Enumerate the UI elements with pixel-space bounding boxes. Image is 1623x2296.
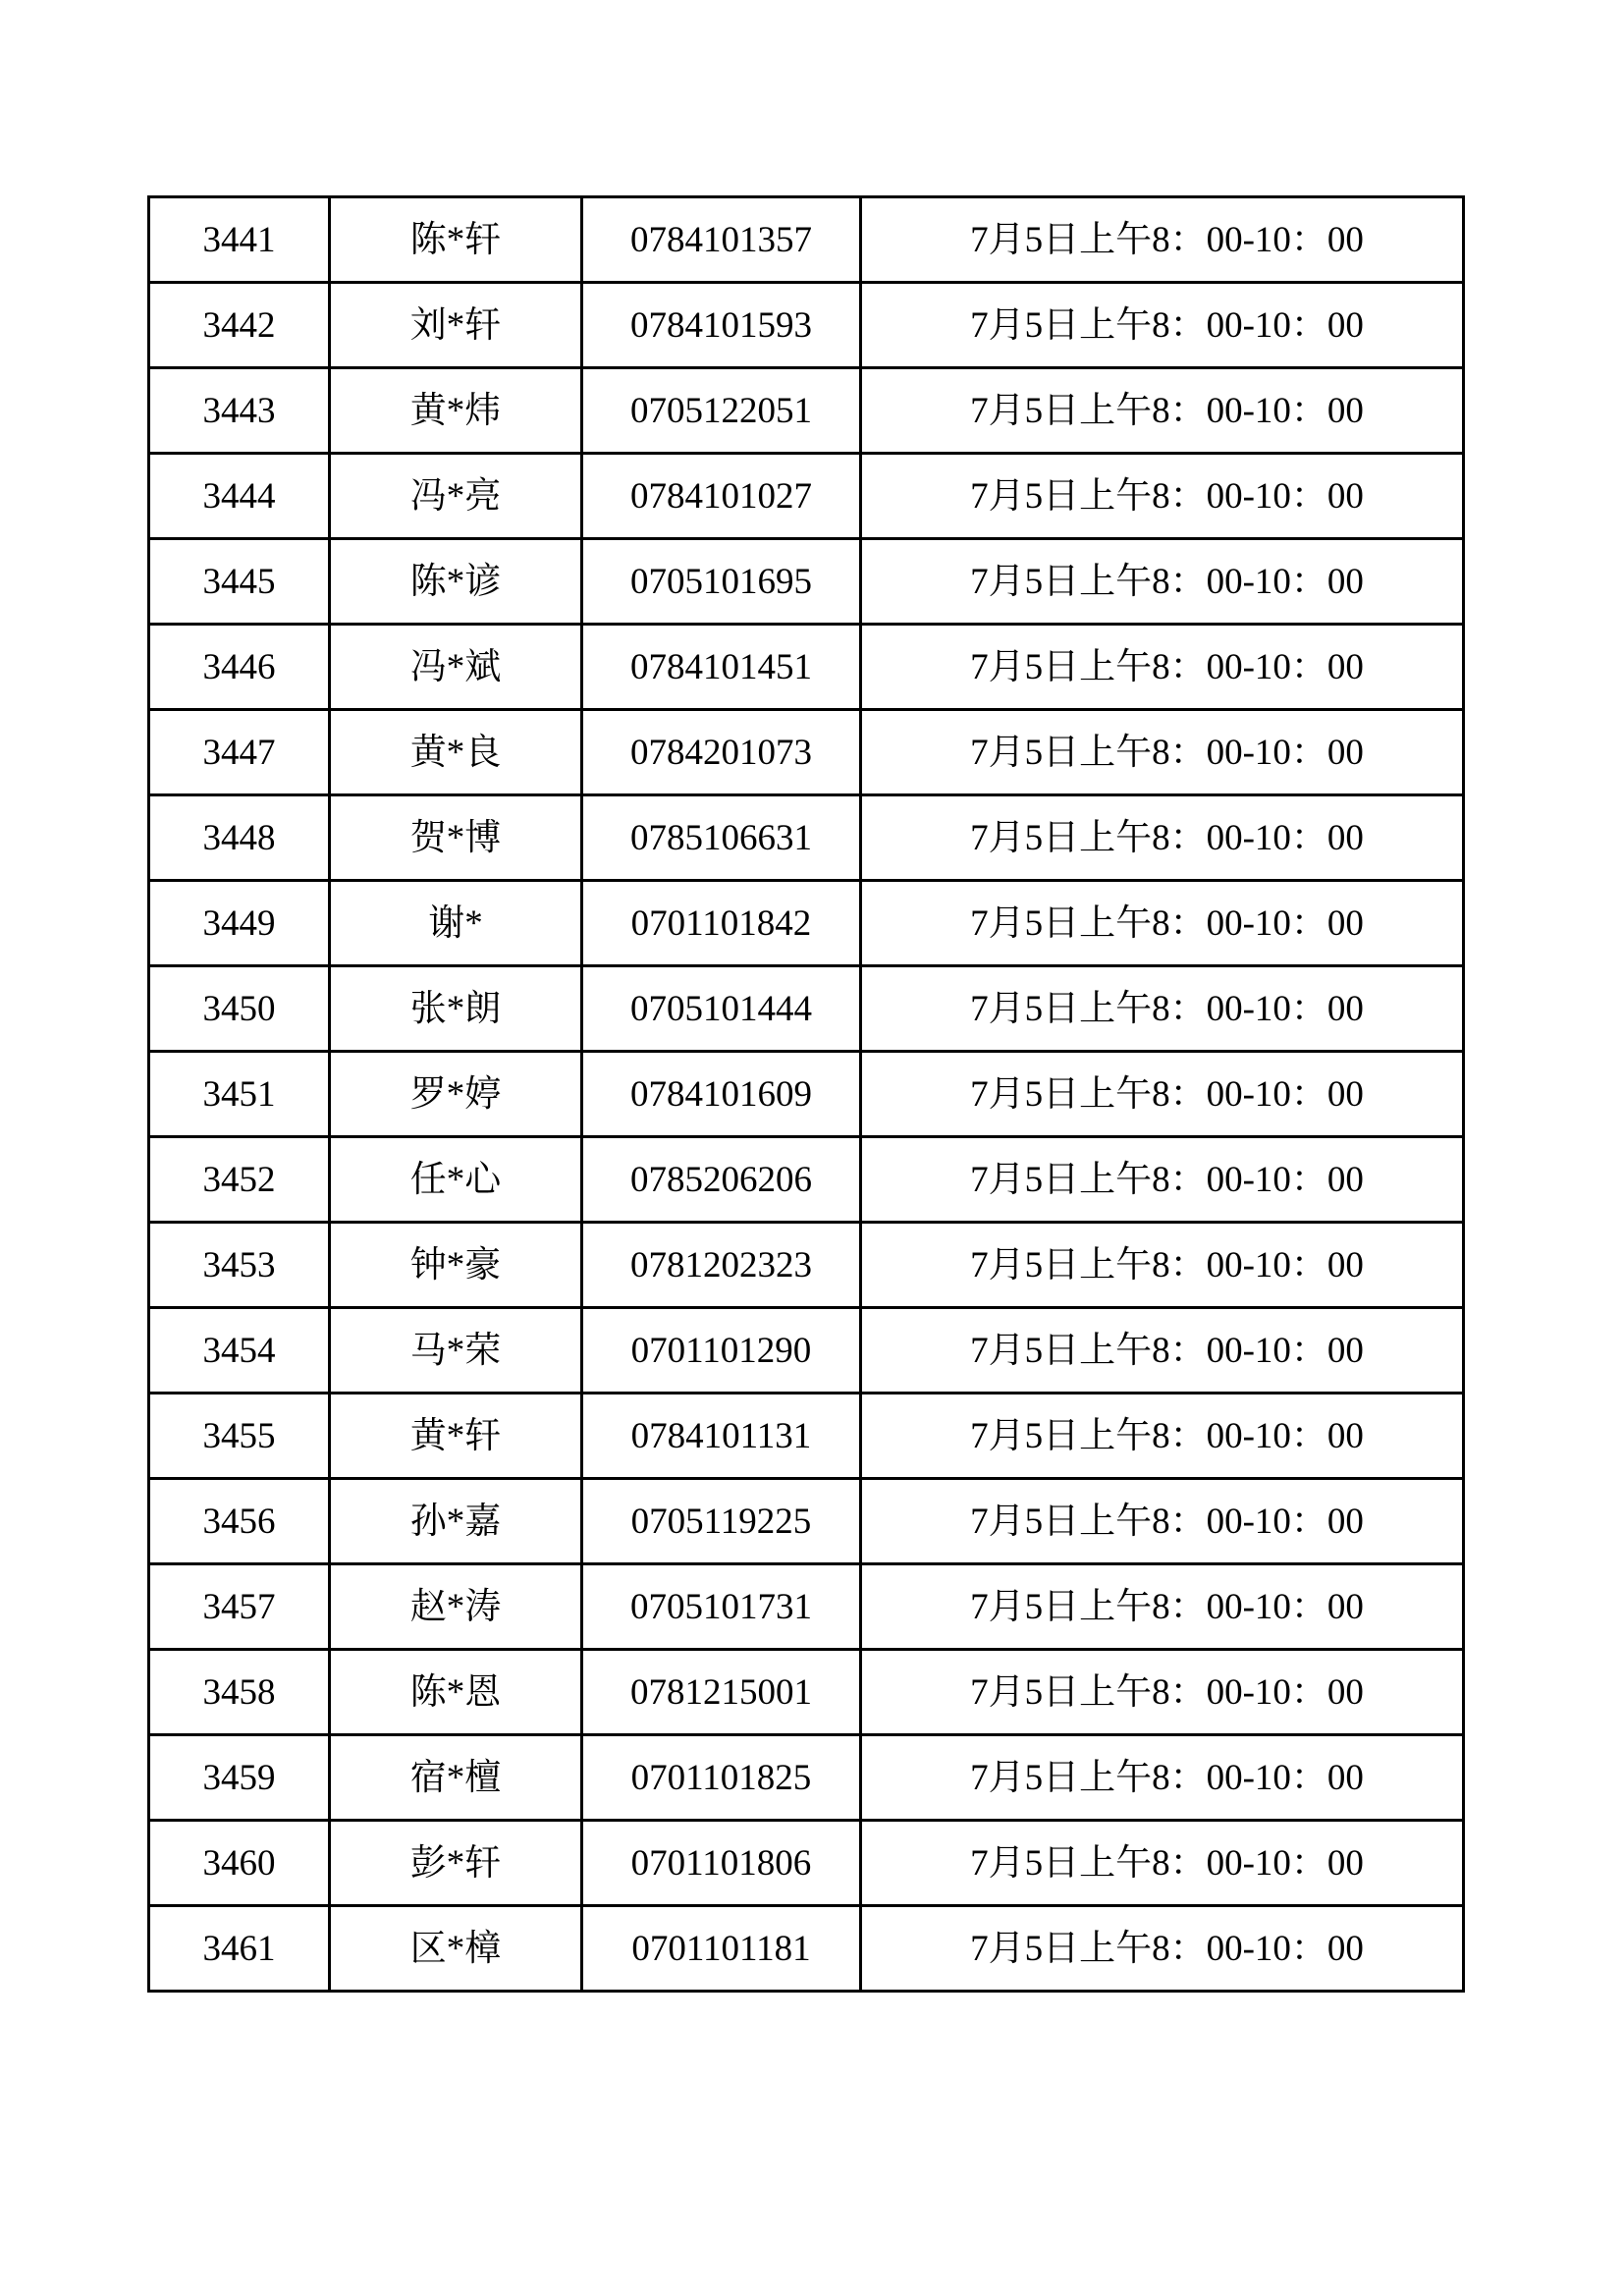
seq-cell: 3441 xyxy=(149,197,330,283)
id-cell: 0784101027 xyxy=(582,454,861,539)
table-row xyxy=(149,1735,1464,1821)
table-row xyxy=(149,368,1464,454)
time-cell: 7月5日上午8：00-10：00 xyxy=(861,283,1464,368)
seq-cell: 3444 xyxy=(149,454,330,539)
name-cell: 赵*涛 xyxy=(330,1564,582,1650)
name-cell: 冯*斌 xyxy=(330,625,582,710)
seq-cell: 3448 xyxy=(149,795,330,881)
name-cell: 黄*炜 xyxy=(330,368,582,454)
seq-cell: 3452 xyxy=(149,1137,330,1223)
table-row xyxy=(149,454,1464,539)
id-cell: 0701101290 xyxy=(582,1308,861,1394)
time-cell: 7月5日上午8：00-10：00 xyxy=(861,1394,1464,1479)
time-cell: 7月5日上午8：00-10：00 xyxy=(861,1650,1464,1735)
seq-cell: 3461 xyxy=(149,1906,330,1992)
seq-cell: 3453 xyxy=(149,1223,330,1308)
table-row xyxy=(149,539,1464,625)
time-cell: 7月5日上午8：00-10：00 xyxy=(861,539,1464,625)
table-row xyxy=(149,1906,1464,1992)
id-cell: 0784101451 xyxy=(582,625,861,710)
name-cell: 钟*豪 xyxy=(330,1223,582,1308)
table-row xyxy=(149,1650,1464,1735)
time-cell: 7月5日上午8：00-10：00 xyxy=(861,710,1464,795)
seq-cell: 3445 xyxy=(149,539,330,625)
seq-cell: 3456 xyxy=(149,1479,330,1564)
seq-cell: 3458 xyxy=(149,1650,330,1735)
id-cell: 0784101609 xyxy=(582,1052,861,1137)
schedule-table xyxy=(147,195,1465,1993)
name-cell: 宿*檀 xyxy=(330,1735,582,1821)
seq-cell: 3449 xyxy=(149,881,330,966)
table-row xyxy=(149,1564,1464,1650)
table-row xyxy=(149,1052,1464,1137)
seq-cell: 3454 xyxy=(149,1308,330,1394)
time-cell: 7月5日上午8：00-10：00 xyxy=(861,966,1464,1052)
name-cell: 陈*恩 xyxy=(330,1650,582,1735)
time-cell: 7月5日上午8：00-10：00 xyxy=(861,197,1464,283)
table-row xyxy=(149,881,1464,966)
id-cell: 0784101357 xyxy=(582,197,861,283)
name-cell: 马*荣 xyxy=(330,1308,582,1394)
table-row xyxy=(149,197,1464,283)
id-cell: 0784101593 xyxy=(582,283,861,368)
name-cell: 张*朗 xyxy=(330,966,582,1052)
seq-cell: 3450 xyxy=(149,966,330,1052)
table-row xyxy=(149,1137,1464,1223)
table-row xyxy=(149,795,1464,881)
id-cell: 0785106631 xyxy=(582,795,861,881)
id-cell: 0705122051 xyxy=(582,368,861,454)
table-row xyxy=(149,1821,1464,1906)
id-cell: 0785206206 xyxy=(582,1137,861,1223)
name-cell: 冯*亮 xyxy=(330,454,582,539)
name-cell: 陈*轩 xyxy=(330,197,582,283)
time-cell: 7月5日上午8：00-10：00 xyxy=(861,1137,1464,1223)
seq-cell: 3457 xyxy=(149,1564,330,1650)
time-cell: 7月5日上午8：00-10：00 xyxy=(861,1821,1464,1906)
name-cell: 刘*轩 xyxy=(330,283,582,368)
time-cell: 7月5日上午8：00-10：00 xyxy=(861,454,1464,539)
name-cell: 孙*嘉 xyxy=(330,1479,582,1564)
name-cell: 陈*谚 xyxy=(330,539,582,625)
seq-cell: 3446 xyxy=(149,625,330,710)
time-cell: 7月5日上午8：00-10：00 xyxy=(861,1223,1464,1308)
seq-cell: 3447 xyxy=(149,710,330,795)
id-cell: 0705119225 xyxy=(582,1479,861,1564)
time-cell: 7月5日上午8：00-10：00 xyxy=(861,881,1464,966)
name-cell: 谢* xyxy=(330,881,582,966)
id-cell: 0781202323 xyxy=(582,1223,861,1308)
time-cell: 7月5日上午8：00-10：00 xyxy=(861,625,1464,710)
schedule-table-body xyxy=(149,197,1464,1992)
id-cell: 0705101695 xyxy=(582,539,861,625)
time-cell: 7月5日上午8：00-10：00 xyxy=(861,795,1464,881)
name-cell: 彭*轩 xyxy=(330,1821,582,1906)
name-cell: 任*心 xyxy=(330,1137,582,1223)
seq-cell: 3455 xyxy=(149,1394,330,1479)
name-cell: 罗*婷 xyxy=(330,1052,582,1137)
table-row xyxy=(149,1223,1464,1308)
table-row xyxy=(149,1479,1464,1564)
id-cell: 0784201073 xyxy=(582,710,861,795)
id-cell: 0701101842 xyxy=(582,881,861,966)
id-cell: 0781215001 xyxy=(582,1650,861,1735)
time-cell: 7月5日上午8：00-10：00 xyxy=(861,1564,1464,1650)
seq-cell: 3459 xyxy=(149,1735,330,1821)
table-row xyxy=(149,966,1464,1052)
name-cell: 黄*轩 xyxy=(330,1394,582,1479)
seq-cell: 3451 xyxy=(149,1052,330,1137)
id-cell: 0784101131 xyxy=(582,1394,861,1479)
seq-cell: 3443 xyxy=(149,368,330,454)
table-row xyxy=(149,710,1464,795)
time-cell: 7月5日上午8：00-10：00 xyxy=(861,368,1464,454)
id-cell: 0701101825 xyxy=(582,1735,861,1821)
id-cell: 0701101806 xyxy=(582,1821,861,1906)
time-cell: 7月5日上午8：00-10：00 xyxy=(861,1906,1464,1992)
table-row xyxy=(149,1394,1464,1479)
name-cell: 黄*良 xyxy=(330,710,582,795)
table-row xyxy=(149,1308,1464,1394)
time-cell: 7月5日上午8：00-10：00 xyxy=(861,1479,1464,1564)
id-cell: 0705101444 xyxy=(582,966,861,1052)
seq-cell: 3442 xyxy=(149,283,330,368)
time-cell: 7月5日上午8：00-10：00 xyxy=(861,1735,1464,1821)
seq-cell: 3460 xyxy=(149,1821,330,1906)
name-cell: 贺*博 xyxy=(330,795,582,881)
table-row xyxy=(149,625,1464,710)
name-cell: 区*樟 xyxy=(330,1906,582,1992)
id-cell: 0701101181 xyxy=(582,1906,861,1992)
time-cell: 7月5日上午8：00-10：00 xyxy=(861,1052,1464,1137)
table-row xyxy=(149,283,1464,368)
id-cell: 0705101731 xyxy=(582,1564,861,1650)
time-cell: 7月5日上午8：00-10：00 xyxy=(861,1308,1464,1394)
